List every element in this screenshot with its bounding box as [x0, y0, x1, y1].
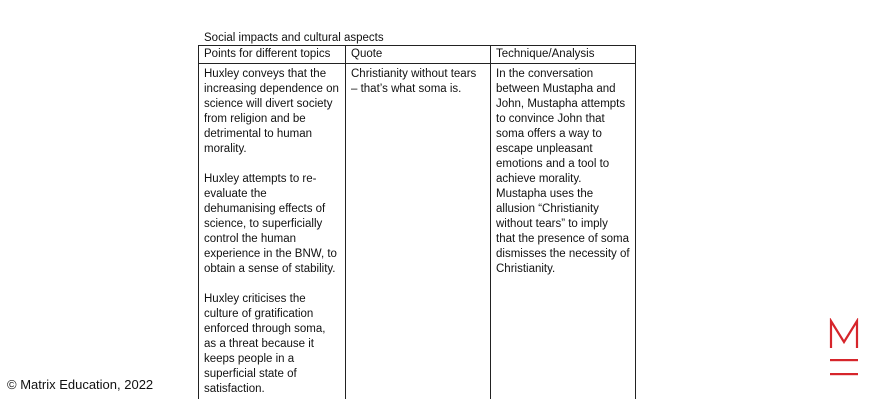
point-gratification-soma: Huxley criticises the culture of gratification enforced through soma, as a threat because it keeps people in a superficial state of satisfaction.	[204, 293, 326, 395]
logo-bar-top	[830, 359, 858, 361]
logo-m-shape	[831, 321, 857, 348]
header-quote: Quote	[346, 46, 491, 64]
analysis-cell: In the conversation between Mustapha and John, Mustapha attempts to convince John that soma offers a way to escape unpleasant emotions and a tool to achieve morality. Mustapha uses the allusion “Christianity without tears” to imply that the presence of soma dismisses the necessity of Christianity.	[491, 64, 636, 400]
header-points: Points for different topics	[199, 46, 346, 64]
table-row	[199, 64, 636, 400]
matrix-logo-icon	[829, 318, 859, 384]
analysis-table	[198, 45, 636, 399]
logo-bar-bottom	[830, 373, 858, 375]
table-header-row	[199, 46, 636, 64]
header-technique-analysis: Technique/Analysis	[491, 46, 636, 64]
section-caption: Social impacts and cultural aspects	[204, 32, 384, 44]
point-dehumanising-science: Huxley attempts to re-evaluate the dehumanising effects of science, to superficially control the human experience in the BNW, to obtain a sense of stability.	[204, 173, 337, 275]
points-cell	[199, 64, 346, 400]
copyright-notice: © Matrix Education, 2022	[7, 377, 154, 392]
quote-cell: Christianity without tears – that’s what soma is.	[346, 64, 491, 400]
point-science-religion: Huxley conveys that the increasing dependence on science will divert society from religion and be detrimental to human morality.	[204, 68, 339, 155]
